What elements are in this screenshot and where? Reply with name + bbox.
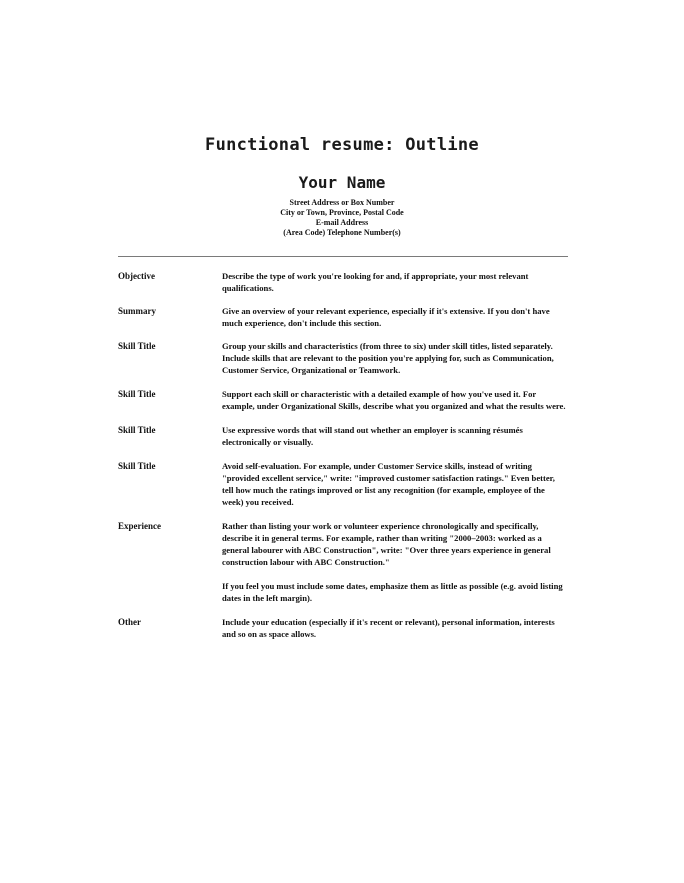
section-description: [222, 616, 568, 640]
section-objective: [118, 270, 568, 294]
section-paragraph: Avoid self-evaluation. For example, under Customer Service skills, instead of writing "provided excellent service," write: "improved customer satisfaction ratings." Even better, tell how much the ratings improved or list any recognition (for example, employee of the week) you received.: [222, 461, 555, 507]
header-divider: [118, 256, 568, 257]
section-other: [118, 616, 568, 640]
section-description: [222, 520, 568, 604]
document-title: Functional resume: Outline: [205, 135, 479, 155]
section-description: [222, 305, 568, 329]
section-skill-1: [118, 340, 568, 376]
section-label: Skill Title: [118, 461, 156, 471]
section-skill-3: [118, 424, 568, 448]
section-label: Other: [118, 617, 141, 627]
section-description: [222, 460, 568, 508]
section-paragraph: Group your skills and characteristics (from three to six) under skill titles, listed separately. Include skills that are relevant to the position you're applying for, such as Communication, Customer Service, Organizational or Teamwork.: [222, 341, 554, 375]
section-paragraph: Give an overview of your relevant experience, especially if it's extensive. If you don't have much experience, don't include this section.: [222, 306, 550, 328]
section-paragraph: Support each skill or characteristic with a detailed example of how you've used it. For example, under Organizational Skills, describe what you organized and what the results were.: [222, 389, 566, 411]
contact-phone: (Area Code) Telephone Number(s): [283, 228, 401, 237]
contact-city: City or Town, Province, Postal Code: [280, 208, 404, 217]
section-experience: [118, 520, 568, 604]
section-label: Objective: [118, 271, 155, 281]
section-paragraph: Describe the type of work you're looking for and, if appropriate, your most relevant qualifications.: [222, 271, 529, 293]
section-label: Skill Title: [118, 341, 156, 351]
section-label: Experience: [118, 521, 161, 531]
section-paragraph: If you feel you must include some dates, emphasize them as little as possible (e.g. avoid listing dates in the left margin).: [222, 581, 563, 603]
section-paragraph: Include your education (especially if it's recent or relevant), personal information, interests and so on as space allows.: [222, 617, 555, 639]
section-paragraph: Rather than listing your work or volunteer experience chronologically and specifically, describe it in general terms. For example, rather than writing "2000–2003: worked as a general labourer with ABC Construction", write: "Over three years experience in general construction labour with ABC Construction.": [222, 521, 551, 567]
resume-sections: [118, 270, 568, 640]
section-description: [222, 424, 568, 448]
contact-email: E-mail Address: [315, 218, 369, 227]
section-description: [222, 340, 568, 376]
section-label: Skill Title: [118, 425, 156, 435]
section-label: Summary: [118, 306, 156, 316]
section-skill-4: [118, 460, 568, 508]
section-summary: [118, 305, 568, 329]
section-description: [222, 388, 568, 412]
section-skill-2: [118, 388, 568, 412]
section-paragraph: Use expressive words that will stand out whether an employer is scanning résumés electronically or visually.: [222, 425, 523, 447]
resume-name: Your Name: [298, 173, 386, 192]
section-label: Skill Title: [118, 389, 156, 399]
contact-street: Street Address or Box Number: [289, 198, 395, 207]
section-description: [222, 270, 568, 294]
contact-block: [0, 198, 684, 238]
